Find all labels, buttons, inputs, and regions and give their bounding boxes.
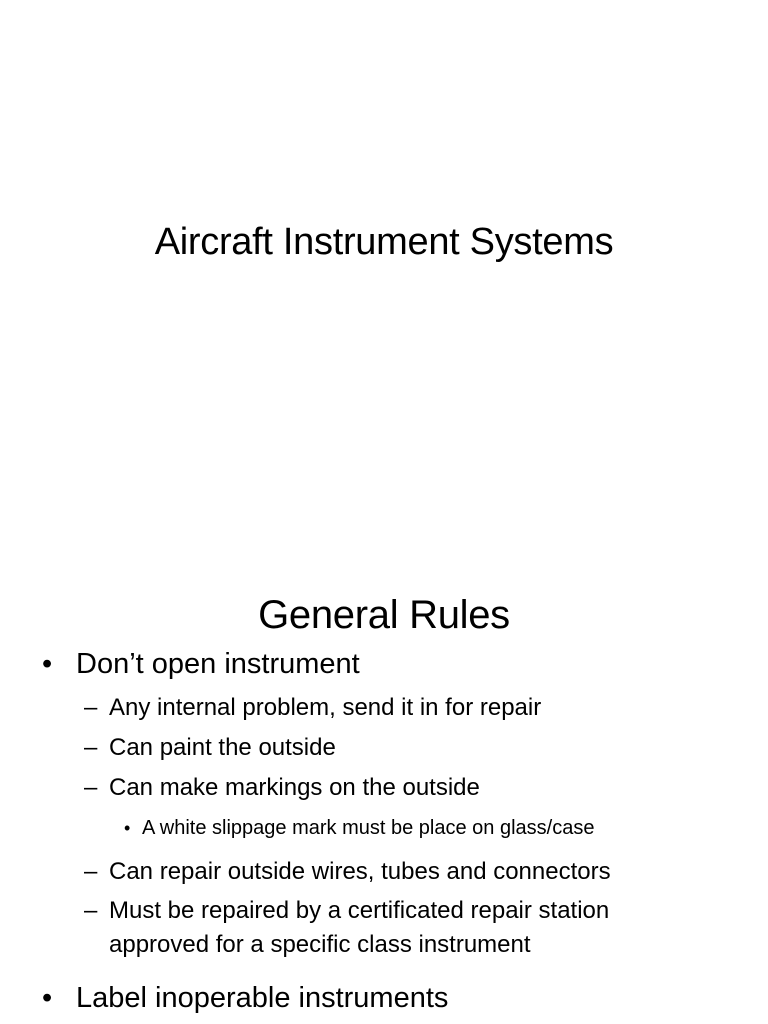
- bullet-marker: •: [124, 818, 131, 838]
- bullet-item-level2: [0, 690, 768, 726]
- bullet-text: Can repair outside wires, tubes and connectors: [109, 858, 611, 885]
- dash-marker: –: [84, 734, 98, 761]
- bullet-item-level1: [0, 976, 768, 1020]
- bullet-text: Can make markings on the outside: [109, 774, 480, 801]
- bullet-text: Label inoperable instruments: [76, 982, 449, 1014]
- dash-marker: –: [84, 774, 98, 801]
- slide-heading: General Rules: [258, 593, 510, 637]
- bullet-text: Can paint the outside: [109, 734, 336, 761]
- bullet-text: Must be repaired by a certificated repair station approved for a specific class instrument: [109, 897, 610, 958]
- bullet-list: [0, 642, 768, 1020]
- bullet-text: Don’t open instrument: [76, 648, 360, 680]
- bullet-text: Any internal problem, send it in for repair: [109, 694, 542, 721]
- slide-title-heading: Aircraft Instrument Systems: [154, 221, 614, 263]
- bullet-item-level2: [0, 730, 768, 766]
- bullet-item-level2: [0, 770, 768, 806]
- bullet-item-level2: [0, 894, 768, 962]
- bullet-item-level1: [0, 642, 768, 686]
- bullet-item-level2: [0, 854, 768, 890]
- dash-marker: –: [84, 694, 98, 721]
- bullet-text: A white slippage mark must be place on glass/case: [142, 817, 595, 839]
- slide-general-rules: [0, 576, 768, 1024]
- bullet-item-level3: [0, 814, 768, 842]
- bullet-marker: •: [42, 648, 53, 680]
- bullet-marker: •: [42, 982, 53, 1014]
- dash-marker: –: [84, 897, 98, 924]
- dash-marker: –: [84, 858, 98, 885]
